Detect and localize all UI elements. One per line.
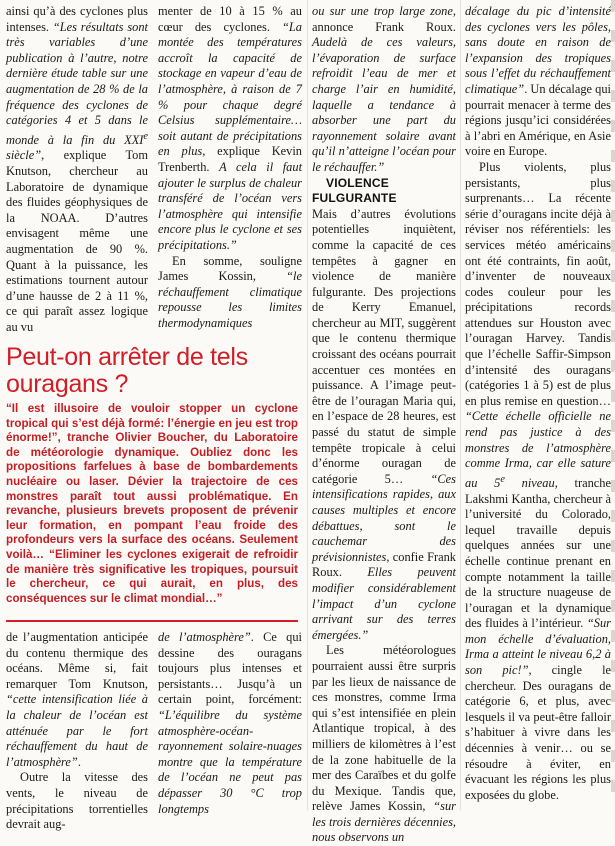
paragraph: Plus violents, plus persistants, plus surprenants… La récente série d’ouragans incite déjà à réviser nos référentiels: les services météo américains ont été contraints, fin août, d’inventer de nouveaux codes couleur pour les précipitations records attendues sur Houston avec l’ouragan Harvey. Tandis que l’échelle Saffir-Simpson d’intensité des ouragans (catégories 1 à 5) est de plus en plus remise en question… “Cette échelle officielle ne rend pas justice à des monstres de l’atmosphère comme Irma, car elle sature au 5e niveau, tranche Lakshmi Kantha, chercheur à l’université du Colorado, lequel travaille depuis quelques années sur une échelle continue prenant en compte notamment la taille de la structure nuageuse de l’ouragan et la dynamique des fluides à l’intérieur. “Sur mon échelle d’évaluation, Irma a atteint le niveau 6,2 à son pic!”, cingle le chercheur. Des ouragans de catégorie 6, et plus, avec lesquels il va peut-être falloir s’habituer à vivre dans les décennies à venir… ou se résoudre à éviter, en évacuant les régions les plus exposées du globe.	[465, 159, 612, 802]
paragraph: Mais d’autres évolutions potentielles inquiètent, comme la capacité de ces tempêtes à gagner en violence de manière fulgurante. Des projections de Kerry Emanuel, chercheur au MIT, suggèrent que le contenu thermique croissant des océans pourrait accentuer ces montées en puissance. A l’image peut-être de l’ouragan Maria qui, en l’espace de 28 heures, est passé du statut de simple tempête tropicale à celui d’énorme ouragan de catégorie 5… “Ces intensifications rapides, aux causes multiples et encore débattues, sont le cauchemar des prévisionnistes, confie Frank Roux. Elles peuvent modifier considérablement l’impact d’un cyclone arrivant sur des terres émergées.”	[312, 206, 457, 642]
paragraph: menter de 10 à 15 % au cœur des cyclones. “La montée des températures accroît la capacité de stockage en vapeur d’eau de l’atmosphère, à raison de 7 % pour chaque degré Celsius supplémentaire… soit autant de précipitations en plus, explique Kevin Trenberth. A cela il faut ajouter le surplus de chaleur transféré de l’océan vers l’atmosphère qui intensifie encore plus le cyclone et ses précipitations.”	[158, 4, 303, 252]
paragraph: décalage du pic d’intensité des cyclones vers les pôles, sans doute en raison de l’expansion des tropiques sous l’effet du réchauffement climatique”. Un décalage qui pourrait menacer à terme des régions jusqu’ici considérées à l’abri en Amérique, en Asie voire en Europe.	[465, 4, 611, 159]
article-column-4	[465, 4, 611, 810]
column-rule	[460, 0, 461, 810]
paragraph: Outre la vitesse des vents, le niveau de précipitations torrentielles devrait aug-	[6, 770, 148, 832]
paragraph: En somme, souligne James Kossin, “le réchauffement climatique repousse les limites thermodynamiques	[158, 253, 302, 330]
article-column-1-bottom	[6, 630, 148, 832]
box-bottom-rule	[6, 620, 298, 622]
article-column-1-top	[6, 4, 148, 334]
paragraph: de l’augmentation anticipée du contenu thermique des océans. Même si, fait remarquer Tom Knutson, “cette intensification liée à la chaleur de l’océan est atténuée par le fort réchauffement du haut de l’atmosphère”.	[6, 630, 148, 769]
page-edge-marks	[611, 0, 615, 810]
column-rule	[307, 0, 308, 810]
paragraph: ainsi qu’à des cyclones plus intenses. “Les résultats sont très variables d’une publication à l’autre, notre dernière étude table sur une augmentation de 28 % de la fréquence des cyclones de catégories 4 et 5 dans le monde à la fin du XXIe siècle”, explique Tom Knutson, chercheur au Laboratoire de dynamique des fluides géophysiques de la NOAA. D’autres envisagent même une augmentation de 90 %. Quant à la puissance, les estimations tournent autour d’une hausse de 2 à 11 %, ce qui paraît assez logique au vu	[6, 4, 148, 334]
paragraph: ou sur une trop large zone, annonce Frank Roux. Audelà de ces valeurs, l’évaporation de surface refroidit l’eau de mer et charge l’air en humidité, laquelle a tendance à absorber une part du rayonnement solaire avant qu’il n’atteigne l’océan pour le réchauffer.”	[312, 4, 456, 174]
sidebar-box	[0, 338, 302, 626]
article-column-2-top	[158, 4, 303, 330]
box-title: Peut-on arrêter de tels ouragans ?	[6, 343, 248, 398]
paragraph: Les météorologues pourraient aussi être surpris par les lieux de naissance de ces monstres, comme Irma qui s’est intensifiée en plein Atlantique tropical, à des milliers de kilomètres à l’est de la zone habituelle de la mer des Caraïbes et du golfe du Mexique. Tandis que, relève James Kossin, “sur les trois dernières décennies, nous observons un	[312, 643, 456, 845]
article-column-2-bottom	[158, 630, 303, 816]
section-subhead: VIOLENCE FULGURANTE	[312, 175, 397, 206]
box-body: “Il est illusoire de vouloir stopper un cyclone tropical qui s’est déjà formé: l’énergie en jeu est trop énorme!”, tranche Olivier Boucher, du Laboratoire de météorologie dynamique. Oubliez donc les propositions farfelues à base de bombardements nucléaire ou laser. Dévier la trajectoire de ces monstres paraît tout aussi problématique. En revanche, plusieurs brevets proposent de prévenir leur formation, en pompant l’eau froide des profondeurs vers la surface des océans. Seulement voilà… “Eliminer les cyclones exigerait de refroidir de manière très significative les tropiques, poursuit le chercheur, ce qui aurait, en plus, des conséquences sur le climat mondial…”	[6, 402, 298, 605]
article-column-3	[312, 4, 457, 845]
paragraph: de l’atmosphère”. Ce qui dessine des ouragans toujours plus intenses et persistants… Jusqu’à un certain point, forcément: “L’équilibre du système atmosphère-océan-rayonnement solaire-nuages montre que la température de l’océan ne peut pas dépasser 30 °C trop longtemps	[158, 630, 303, 816]
